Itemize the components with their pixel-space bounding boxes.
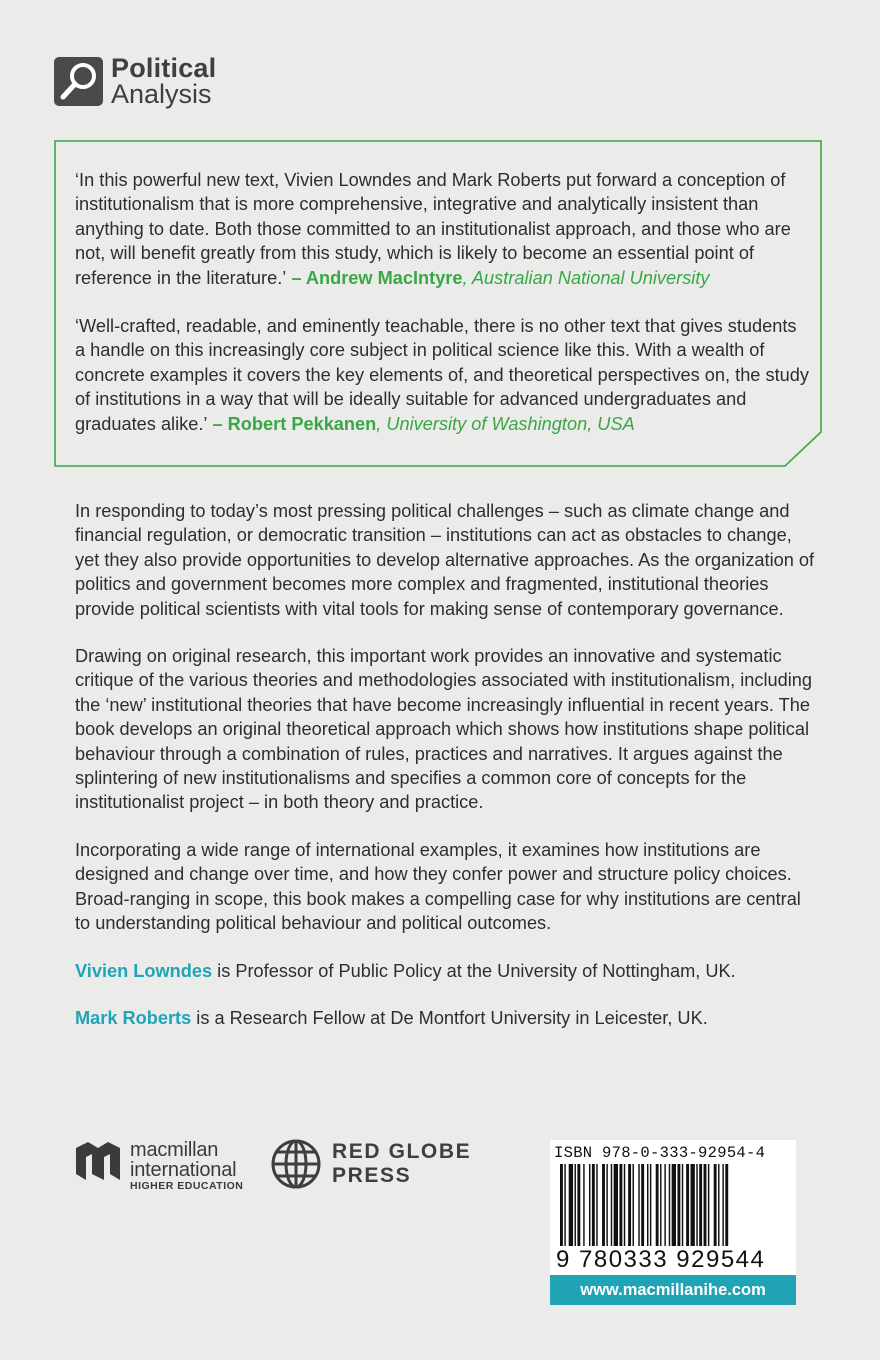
barcode-bar — [704, 1164, 707, 1246]
macmillan-line3: HIGHER EDUCATION — [130, 1180, 244, 1192]
barcode-bar — [647, 1164, 648, 1246]
author-bio-text: is a Research Fellow at De Montfort University in Leicester, UK. — [191, 1007, 708, 1028]
author-name: Vivien Lowndes — [75, 960, 213, 981]
barcode-bar — [699, 1164, 702, 1246]
barcode-bar — [596, 1164, 597, 1246]
description-paragraph: Incorporating a wide range of international examples, it examines how institutions are designed and change over time, and how they confer power and structure policy choices. Broad-ranging in scope, this book makes a compelling case for why institutions are central to understanding political behaviour and political outcomes. — [75, 839, 801, 934]
macmillan-m-icon — [74, 1140, 122, 1182]
barcode-bar — [592, 1164, 595, 1246]
barcode-bar — [619, 1164, 622, 1246]
barcode-bar — [696, 1164, 697, 1246]
barcode-bar — [660, 1164, 661, 1246]
barcode-bar — [624, 1164, 625, 1246]
quote-text: ‘Well-crafted, readable, and eminently teachable, there is no other text that gives students a handle on this increasingly core subject in political science like this. With a wealth of concrete examples it covers the key elements of, and theoretical perspectives on, the study of institutions in a way that will be ideally suitable for advanced undergraduates and graduates alike.’ — [75, 316, 809, 434]
barcode-bar — [606, 1164, 607, 1246]
series-title-line1: Political — [111, 53, 217, 83]
book-description — [75, 499, 815, 1053]
barcode-bar — [650, 1164, 651, 1246]
endorsement-quote — [75, 168, 810, 290]
barcode-bar — [686, 1164, 689, 1246]
barcode-bar — [602, 1164, 605, 1246]
magnifier-icon — [54, 57, 103, 106]
barcode-bar — [589, 1164, 590, 1246]
quote-institution: , Australian National University — [462, 267, 710, 288]
macmillan-line2: international — [130, 1159, 237, 1181]
barcode-bar — [708, 1164, 709, 1246]
author-bio — [75, 959, 815, 983]
barcode-bar — [641, 1164, 644, 1246]
barcode-bar — [614, 1164, 618, 1246]
barcode-bar — [722, 1164, 723, 1246]
barcode-bar — [575, 1164, 576, 1246]
barcode-bar — [569, 1164, 573, 1246]
globe-icon — [270, 1138, 322, 1190]
barcode-bar — [664, 1164, 665, 1246]
isbn-label: ISBN 978-0-333-92954-4 — [554, 1144, 766, 1162]
barcode-bar — [628, 1164, 631, 1246]
barcode-bar — [718, 1164, 719, 1246]
description-paragraph: Drawing on original research, this important work provides an innovative and systematic critique of the various theories and methodologies associated with institutionalism, including the ‘new’ institutional theories that have become increasingly influential in recent years. The book develops an original theoretical approach which shows how institutions shape political behaviour through a combination of rules, practices and narratives. It argues against the splintering of new institutionalisms and specifies a common core of concepts for the institutionalist project – in both theory and practice. — [75, 646, 813, 813]
barcode — [550, 1140, 796, 1275]
barcode-bar — [682, 1164, 683, 1246]
macmillan-line1: macmillan — [130, 1139, 219, 1161]
isbn-digits: 9 780333 929544 — [556, 1246, 766, 1273]
barcode-bar — [560, 1164, 563, 1246]
barcode-bar — [633, 1164, 634, 1246]
macmillan-logo — [74, 1140, 243, 1193]
barcode-bar — [583, 1164, 584, 1246]
rgp-line1: RED GLOBE — [332, 1140, 472, 1163]
barcode-bar — [564, 1164, 565, 1246]
barcode-bar — [714, 1164, 717, 1246]
description-paragraph: In responding to today’s most pressing political challenges – such as climate change and financial regulation, or democratic transition – institutions can act as obstacles to change, yet they also provide opportunities to develop alternative approaches. As the organization of politics and government becomes more complex and fragmented, institutional theories provide political scientists with vital tools for making sense of contemporary governance. — [75, 501, 815, 619]
red-globe-press-logo — [270, 1138, 471, 1190]
barcode-bar — [638, 1164, 639, 1246]
barcode-bar — [691, 1164, 695, 1246]
barcode-bar — [656, 1164, 659, 1246]
barcode-bar — [669, 1164, 670, 1246]
barcode-bar — [725, 1164, 728, 1246]
publisher-url[interactable]: www.macmillanihe.com — [550, 1275, 796, 1305]
barcode-bar — [677, 1164, 680, 1246]
author-bio — [75, 1006, 815, 1030]
barcode-bar — [611, 1164, 612, 1246]
rgp-line2: PRESS — [332, 1164, 412, 1187]
author-bio-text: is Professor of Public Policy at the University of Nottingham, UK. — [212, 960, 736, 981]
author-name: Mark Roberts — [75, 1007, 192, 1028]
quote-author: – Robert Pekkanen — [207, 413, 377, 434]
barcode-bar — [672, 1164, 676, 1246]
barcode-bar — [577, 1164, 580, 1246]
series-logo — [54, 55, 216, 108]
endorsement-box — [54, 140, 822, 467]
series-title-line2: Analysis — [111, 79, 212, 110]
endorsement-quote — [75, 314, 810, 436]
quote-institution: , University of Washington, USA — [376, 413, 635, 434]
quote-author: – Andrew MacIntyre — [286, 267, 463, 288]
quote-text: ‘In this powerful new text, Vivien Lowndes and Mark Roberts put forward a conception of institutionalism that is more comprehensive, integrative and analytically insistent than anything to date. Both those committed to an institutionalist approach, and those who are not, will benefit greatly from this study, which is likely to become an essential point of reference in the literature.’ — [75, 170, 791, 288]
barcode-bars — [556, 1164, 790, 1252]
